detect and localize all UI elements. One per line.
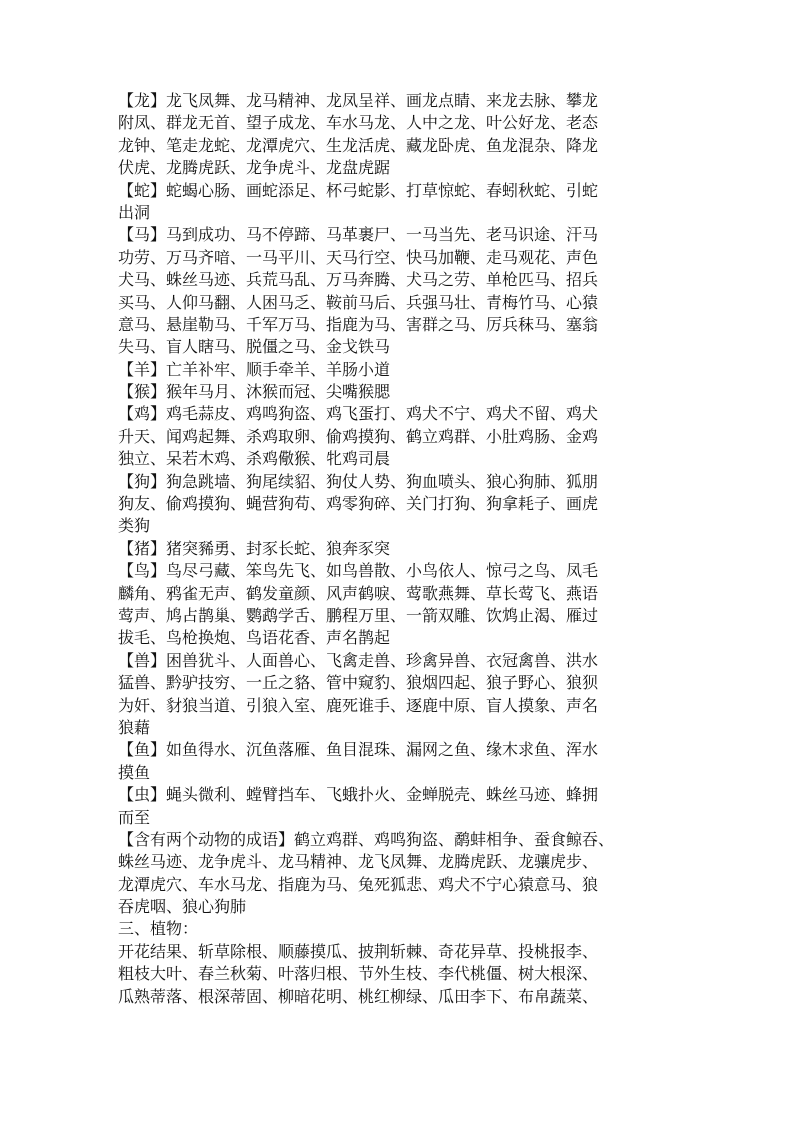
text-line: 摸鱼 <box>118 762 151 782</box>
text-line: 开花结果、斩草除根、顺藤摸瓜、披荆斩棘、奇花异草、投桃报李、 <box>118 941 599 961</box>
text-line: 拔毛、鸟枪换炮、鸟语花香、声名鹊起 <box>118 628 391 648</box>
text-line: 而至 <box>118 807 151 827</box>
text-line: 【兽】困兽犹斗、人面兽心、飞禽走兽、珍禽异兽、衣冠禽兽、洪水 <box>118 650 599 670</box>
text-line: 猛兽、黔驴技穷、一丘之貉、管中窥豹、狼烟四起、狼子野心、狼狈 <box>118 673 599 693</box>
text-line: 独立、呆若木鸡、杀鸡儆猴、牝鸡司晨 <box>118 449 391 469</box>
text-line: 蛛丝马迹、龙争虎斗、龙马精神、龙飞凤舞、龙腾虎跃、龙骧虎步、 <box>118 852 599 872</box>
text-line: 龙钟、笔走龙蛇、龙潭虎穴、生龙活虎、藏龙卧虎、鱼龙混杂、降龙 <box>118 135 599 155</box>
text-line: 【蛇】蛇蝎心肠、画蛇添足、杯弓蛇影、打草惊蛇、春蚓秋蛇、引蛇 <box>118 180 599 200</box>
text-line: 伏虎、龙腾虎跃、龙争虎斗、龙盘虎踞 <box>118 158 391 178</box>
text-line: 犬马、蛛丝马迹、兵荒马乱、万马奔腾、犬马之劳、单枪匹马、招兵 <box>118 270 599 290</box>
text-line: 【鸡】鸡毛蒜皮、鸡鸣狗盗、鸡飞蛋打、鸡犬不宁、鸡犬不留、鸡犬 <box>118 404 599 424</box>
text-line: 龙潭虎穴、车水马龙、指鹿为马、兔死狐悲、鸡犬不宁心猿意马、狼 <box>118 874 599 894</box>
text-line: 【含有两个动物的成语】鹤立鸡群、鸡鸣狗盗、鹬蚌相争、蚕食鲸吞、 <box>118 829 615 849</box>
text-line: 失马、盲人瞎马、脱僵之马、金戈铁马 <box>118 337 391 357</box>
text-line: 【羊】亡羊补牢、顺手牵羊、羊肠小道 <box>118 359 391 379</box>
text-line: 出洞 <box>118 202 151 222</box>
text-line: 类狗 <box>118 516 151 536</box>
section-heading: 三、植物： <box>118 919 199 939</box>
text-line: 【狗】狗急跳墙、狗尾续貂、狗仗人势、狗血喷头、狼心狗肺、狐朋 <box>118 471 599 491</box>
text-line: 【龙】龙飞凤舞、龙马精神、龙凤呈祥、画龙点睛、来龙去脉、攀龙 <box>118 91 599 110</box>
text-line: 狼藉 <box>118 717 151 737</box>
document-body <box>118 90 678 1008</box>
text-line: 【马】马到成功、马不停蹄、马革裹尸、一马当先、老马识途、汗马 <box>118 225 599 245</box>
text-line: 升天、闻鸡起舞、杀鸡取卵、偷鸡摸狗、鹤立鸡群、小肚鸡肠、金鸡 <box>118 426 599 446</box>
text-line: 【虫】蝇头微利、螳臂挡车、飞蛾扑火、金蝉脱壳、蛛丝马迹、蜂拥 <box>118 785 599 805</box>
text-line: 麟角、鸦雀无声、鹤发童颜、风声鹤唳、莺歌燕舞、草长莺飞、燕语 <box>118 583 599 603</box>
text-line: 狗友、偷鸡摸狗、蝇营狗苟、鸡零狗碎、关门打狗、狗拿耗子、画虎 <box>118 494 599 514</box>
text-line: 附凤、群龙无首、望子成龙、车水马龙、人中之龙、叶公好龙、老态 <box>118 113 599 133</box>
text-line: 吞虎咽、狼心狗肺 <box>118 897 247 917</box>
text-line: 功劳、万马齐喑、一马平川、天马行空、快马加鞭、走马观花、声色 <box>118 247 599 267</box>
text-line: 粗枝大叶、春兰秋菊、叶落归根、节外生枝、李代桃僵、树大根深、 <box>118 964 599 984</box>
text-line: 为奸、豺狼当道、引狼入室、鹿死谁手、逐鹿中原、盲人摸象、声名 <box>118 695 599 715</box>
text-line: 【猪】猪突豨勇、封豕长蛇、狼奔豕突 <box>118 538 391 558</box>
text-line: 瓜熟蒂落、根深蒂固、柳暗花明、桃红柳绿、瓜田李下、布帛蔬菜、 <box>118 986 599 1006</box>
text-line: 意马、悬崖勒马、千军万马、指鹿为马、害群之马、厉兵秣马、塞翁 <box>118 314 599 334</box>
text-line: 【猴】猴年马月、沐猴而冠、尖嘴猴腮 <box>118 382 391 402</box>
text-line: 【鸟】鸟尽弓藏、笨鸟先飞、如鸟兽散、小鸟依人、惊弓之鸟、凤毛 <box>118 561 599 581</box>
text-line: 买马、人仰马翻、人困马乏、鞍前马后、兵强马壮、青梅竹马、心猿 <box>118 292 599 312</box>
text-line: 莺声、鸠占鹊巢、鹦鹉学舌、鹏程万里、一箭双雕、饮鸩止渴、雁过 <box>118 605 599 625</box>
text-line: 【鱼】如鱼得水、沉鱼落雁、鱼目混珠、漏网之鱼、缘木求鱼、浑水 <box>118 740 599 760</box>
